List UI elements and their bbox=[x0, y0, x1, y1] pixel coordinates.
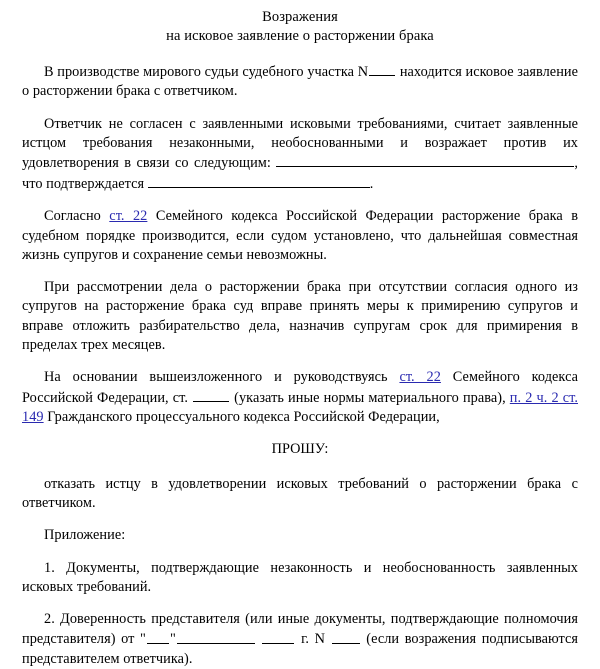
paragraph-4-text-a: При рассмотрении дела о расторжении брака при отсутствии согласия одного из супругов на расторжение брака суд вправе принять меры к примирению супругов и вправе отложить разбирательство дела, назначив супругам срок для примирения в пределах трех месяцев. bbox=[22, 279, 578, 353]
attachment-2-text-d: (если возражения подписываются представителем ответчика). bbox=[22, 631, 579, 667]
paragraph-reconciliation-period bbox=[22, 278, 578, 355]
link-family-code-article-22-second[interactable]: ст. 22 bbox=[399, 369, 441, 386]
paragraph-6-text-a: отказать истцу в удовлетворении исковых требований о расторжении брака с ответчиком. bbox=[22, 475, 578, 511]
blank-month-name[interactable] bbox=[177, 629, 255, 643]
attachment-1-text: 1. Документы, подтверждающие незаконность и необоснованность заявленных исковых требований. bbox=[22, 559, 578, 595]
blank-day-of-month[interactable] bbox=[147, 629, 169, 643]
paragraph-2-text-d: . bbox=[369, 175, 374, 192]
paragraph-5-text-d: Гражданского процессуального кодекса Российской Федерации, bbox=[47, 409, 440, 426]
attachment-2-text-c: г. N bbox=[301, 631, 326, 648]
blank-court-district-number[interactable] bbox=[369, 62, 395, 76]
paragraph-3-text-b: Семейного кодекса Российской Федерации расторжение брака в судебном порядке производится, если судом установлено, что дальнейшая совместная жизнь супругов и сохранение семьи невозможны. bbox=[22, 208, 579, 263]
blank-supporting-evidence[interactable] bbox=[148, 174, 370, 188]
link-civil-procedure-code-article-149[interactable]: п. 2 ч. 2 ст. 149 bbox=[22, 389, 578, 426]
attachment-2-text-a: 2. Доверенность представителя (или иные документы, подтверждающие полномочия представителя) от " bbox=[22, 611, 578, 648]
blank-year[interactable] bbox=[262, 629, 294, 643]
paragraph-family-code-citation bbox=[22, 207, 578, 265]
blank-power-of-attorney-number[interactable] bbox=[332, 629, 360, 643]
paragraph-1-text-b: находится исковое заявление о расторжении брака с ответчиком. bbox=[22, 64, 579, 100]
document-title-block bbox=[22, 8, 578, 46]
blank-objection-grounds[interactable] bbox=[276, 153, 574, 167]
paragraph-case-intro bbox=[22, 62, 578, 102]
paragraph-2-text-a: Ответчик не согласен с заявленными исковыми требованиями, считает заявленные истцом требования незаконными, необоснованными и возражает против их удовлетворения в связи со следующим: bbox=[22, 115, 578, 172]
paragraph-legal-basis bbox=[22, 368, 578, 427]
request-heading: ПРОШУ: bbox=[271, 441, 329, 458]
document-title-line-1: Возражения bbox=[262, 9, 338, 25]
blank-other-material-law-article[interactable] bbox=[193, 388, 229, 402]
attachment-item-2 bbox=[22, 610, 578, 669]
paragraph-request-body bbox=[22, 475, 578, 514]
paragraph-disagreement bbox=[22, 115, 578, 194]
paragraph-3-text-a: Согласно bbox=[44, 208, 101, 225]
attachment-2-text-b: " bbox=[169, 631, 176, 648]
paragraph-5-text-a: На основании вышеизложенного и руководствуясь bbox=[44, 369, 388, 386]
attachments-heading: Приложение: bbox=[44, 527, 126, 544]
paragraph-2-text-b: , bbox=[574, 155, 578, 172]
paragraph-1-text-a: В производстве мирового судьи судебного участка N bbox=[44, 64, 369, 81]
attachment-item-1 bbox=[22, 559, 578, 598]
paragraph-5-text-b: Семейного кодекса Российской Федерации, ст. bbox=[22, 369, 579, 406]
paragraph-2-text-c: что подтверждается bbox=[22, 175, 145, 192]
paragraph-5-text-c: (указать иные нормы материального права), bbox=[234, 389, 506, 406]
document-title-line-2: на исковое заявление о расторжении брака bbox=[166, 28, 434, 44]
link-family-code-article-22[interactable]: ст. 22 bbox=[109, 208, 148, 225]
